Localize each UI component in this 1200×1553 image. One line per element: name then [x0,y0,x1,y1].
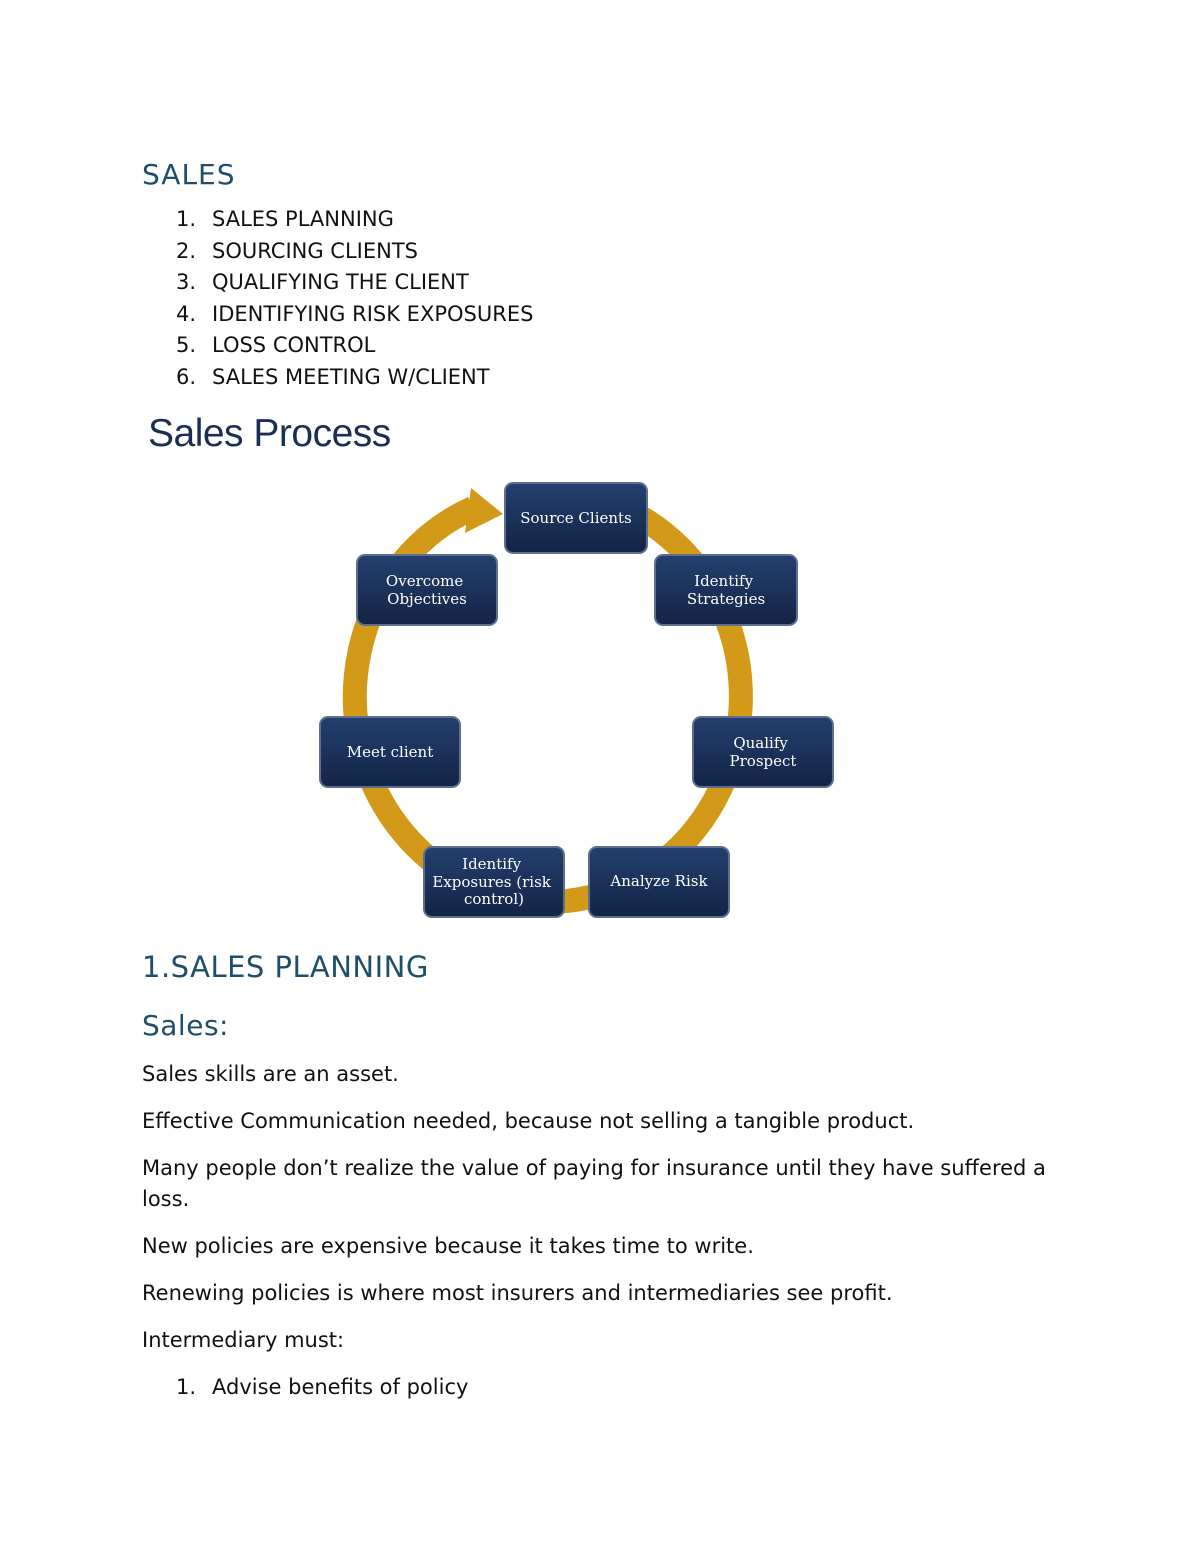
diagram-title: Sales Process [148,412,391,455]
node-label-line: Identify [694,572,754,590]
node-label-line: Overcome [385,572,464,590]
list-item: 4. IDENTIFYING RISK EXPOSURES [176,301,534,326]
node-label-line: Prospect [729,752,797,770]
paragraph: Many people don’t realize the value of paying for insurance until they have suffered a loss. [142,1156,1046,1211]
paragraph: Effective Communication needed, because not selling a tangible product. [142,1109,915,1133]
node-overcome-objectives [357,555,497,625]
node-meet-client [320,717,460,787]
node-label-line: Objectives [387,590,467,608]
node-label-line: control) [464,890,524,908]
section-heading: 1.SALES PLANNING [142,950,429,984]
node-label-line: Exposures (risk [432,873,551,891]
node-label-line: Source Clients [520,509,632,527]
svg-text:Source Clients [520,509,632,527]
node-label-line: Meet client [346,743,434,761]
paragraph: Renewing policies is where most insurers and intermediaries see profit. [142,1281,893,1305]
paragraph: Sales skills are an asset. [142,1062,399,1086]
svg-text:Overcome Objectives [386,572,468,608]
node-identify-strategies [655,555,797,625]
node-analyze-risk [589,847,729,917]
cycle-arrowhead [465,488,503,533]
svg-text:Meet client [347,743,433,761]
list-item: 6. SALES MEETING W/CLIENT [176,364,490,389]
intermediary-duties-list [142,1372,468,1403]
list-item: 5. LOSS CONTROL [176,333,376,358]
node-label-line: Analyze Risk [610,872,708,890]
node-qualify-prospect [693,717,833,787]
paragraph: New policies are expensive because it takes time to write. [142,1234,754,1258]
svg-text:Identify Strategies [687,572,765,608]
list-item: 1. Advise benefits of policy [176,1375,469,1399]
page-title: SALES [142,158,236,191]
node-label-line: Identify [462,855,522,873]
list-item: 3. QUALIFYING THE CLIENT [176,270,469,295]
list-item: 1. SALES PLANNING [176,207,394,231]
node-source-clients [505,483,647,553]
node-label-line: Qualify [733,734,788,752]
node-identify-exposures [424,847,564,917]
paragraph: Intermediary must: [142,1328,345,1352]
svg-text:Analyze Risk [609,872,708,890]
list-item: 2. SOURCING CLIENTS [176,238,418,263]
node-label-line: Strategies [686,590,766,608]
section-subheading: Sales: [142,1009,229,1042]
svg-text:Qualify Prospect [730,734,797,770]
